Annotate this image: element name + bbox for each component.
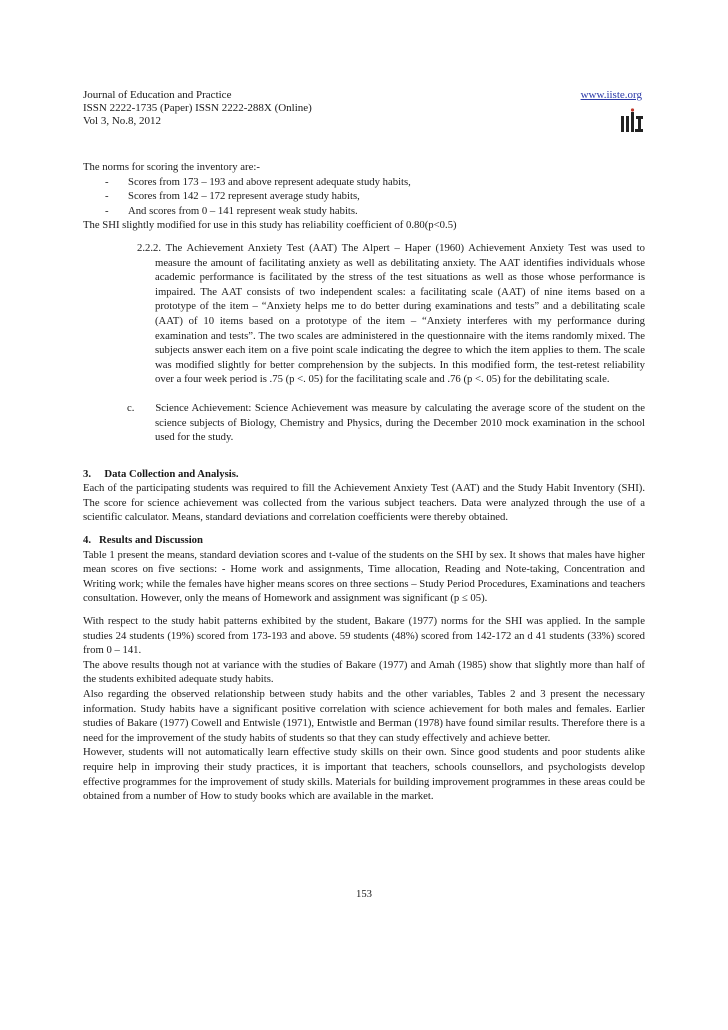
list-item: - And scores from 0 – 141 represent weak study habits. <box>105 204 358 217</box>
list-item: - Scores from 142 – 172 represent average study habits, <box>105 190 360 203</box>
shi-reliability-note: The SHI slightly modified for use in this study has reliability coefficient of 0.80(p<0.5) <box>83 219 457 232</box>
iiste-logo <box>620 108 644 134</box>
aat-section <box>83 241 645 445</box>
journal-header <box>83 89 643 128</box>
norms-intro: The norms for scoring the inventory are:- <box>83 161 260 173</box>
aat-text: The Achievement Anxiety Test (AAT) The Alpert – Haper (1960) Achievement Anxiety Test was used to measure the amount of facilitating anxiety as well as debilitating anxiety. The AAT identifies individuals whose academic performance is facilitated by the stress of the test situations as well as those whose performance is impaired. The AAT consists of two independent scales: a facilitating scale (AAT) of nine items based on a prototype of the item – “Anxiety helps me to do better during examinations and tests” and a debilitating scale (AAT) of 10 items based on a prototype of the item – “Anxiety interferes with my performance during examination and tests”. The two scales are administered in the questionnaire with the items randomly mixed. The subjects answer each item on a five point scale indicating the degree to which the item applies to them. The scale was modified slightly for better comprehension by the subjects. In this modified form, the test-retest reliability over a four week period is .75 (p <. 05) for the facilitating scale and .76 (p <. 05) for the debilitating scale. <box>155 241 645 386</box>
section-4-heading: 4. Results and Discussion <box>83 534 203 547</box>
section-3-paragraph: Each of the participating students was required to fill the Achievement Anxiety Test (AAT) and the Study Habit Inventory (SHI). The score for science achievement was collected from the various subject teachers. Data were analyzed through the use of a scientific calculator. Means, standard deviations and correlation coefficients were thereby obtained. <box>83 482 645 524</box>
journal-website-link[interactable]: www.iiste.org <box>580 89 642 101</box>
science-number: c. <box>127 401 135 414</box>
journal-title: Journal of Education and Practice <box>83 89 232 101</box>
section-3-heading: 3. Data Collection and Analysis. <box>83 467 239 480</box>
page-number: 153 <box>355 888 373 900</box>
aat-paragraph <box>127 241 645 387</box>
aat-number: 2.2.2. <box>137 241 162 254</box>
norms-list <box>83 175 645 219</box>
journal-issn: ISSN 2222-1735 (Paper) ISSN 2222-288X (Online) <box>83 102 312 114</box>
section-4-paragraph-5: However, students will not automatically learn effective study skills on their own. Since good students and poor students alike require help in improving their study practices, it is important that teachers, schools counsellors, and psychologists develop effective programmes for the improvement of study skills. Materials for building improvement programmes in these areas could be obtained from a number of How to study books which are available in the market. <box>83 746 645 803</box>
section-4-paragraph-4: Also regarding the observed relationship between study habits and the other variables, Tables 2 and 3 present the necessary information. Study habits have a significant positive correlation with science achievement for both males and females. Earlier studies of Bakare (1977) Cowell and Entwisle (1971), Entwistle and Berman (1978) have found similar results. Therefore there is a need for the improvement of the study habits of students so that they can study effectively and achieve better. <box>83 688 645 744</box>
article-body <box>83 160 645 804</box>
science-achievement-paragraph <box>127 401 645 445</box>
list-item: - Scores from 173 – 193 and above represent adequate study habits, <box>105 175 411 188</box>
section-4-paragraph-1: Table 1 present the means, standard deviation scores and t-value of the students on the SHI by sex. It shows that males have higher mean scores on five sections: - Home work and assignments, Time allocation, Reading and Note-taking, Concentration and Writing work; while the females have higher means scores on three sections – Study Period Procedures, Examinations and teachers consultation. However, only the means of Homework and assignment was significant (p ≤ 05). <box>83 548 645 605</box>
section-4-paragraph-2: With respect to the study habit patterns exhibited by the student, Bakare (1977) norms for the SHI was applied. In the sample studies 24 students (19%) scored from 173-193 and above. 59 students (48%) scored from 142-172 an d 41 students (33%) scored from 0 – 141. <box>83 615 645 657</box>
section-4-paragraph-3: The above results though not at variance with the studies of Bakare (1977) and Amah (1985) show that slightly more than half of the students exhibited adequate study habits. <box>83 658 645 686</box>
science-text: Science Achievement: Science Achievement was measure by calculating the average score of the student on the science subjects of Biology, Chemistry and Physics, during the December 2010 mock examination in the school used for the study. <box>155 401 645 444</box>
journal-volume: Vol 3, No.8, 2012 <box>83 115 162 127</box>
